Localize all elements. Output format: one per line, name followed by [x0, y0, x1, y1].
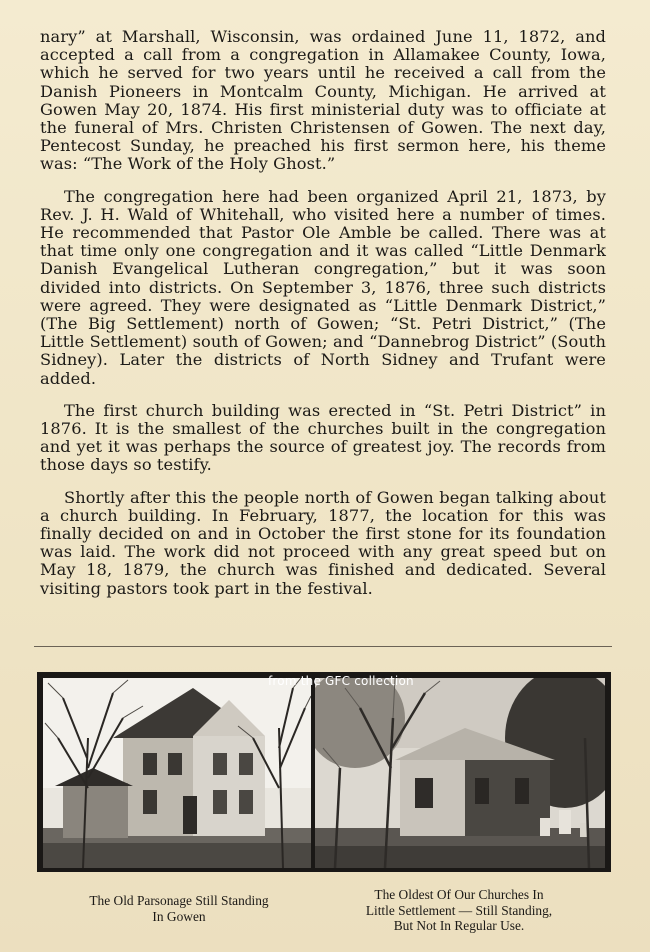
caption-left-line-1: The Old Parsonage Still Standing	[89, 893, 269, 908]
photo-frame	[37, 672, 611, 872]
photo-oldest-church	[315, 678, 605, 868]
paragraph-3: The first church building was erected in “St. Petri District” in 1876. It is the smallest of the churches built in the congregation and yet it was perhaps the source of greatest joy. The records from those days so testify.	[40, 400, 606, 475]
caption-left-line-2: In Gowen	[152, 908, 206, 924]
caption-old-parsonage	[50, 893, 308, 924]
body-text	[40, 28, 606, 612]
collection-watermark: from the GFC collection	[268, 674, 414, 688]
horizontal-divider	[34, 646, 612, 647]
paragraph-1: nary” at Marshall, Wisconsin, was ordained June 11, 1872, and accepted a call from a congregation in Allamakee County, Iowa, which he served for two years until he received a call from the Danish Pioneers in Montcalm County, Michigan. He arrived at Gowen May 20, 1874. His first ministerial duty was to officiate at the funeral of Mrs. Christen Christensen of Gowen. The next day, Pentecost Sunday, he preached his first sermon here, his theme was: “The Work of the Holy Ghost.”	[40, 27, 606, 174]
photo-old-parsonage	[43, 678, 311, 868]
caption-oldest-church	[318, 887, 600, 934]
caption-right-line-3: But Not In Regular Use.	[393, 918, 525, 933]
caption-right-line-1: The Oldest Of Our Churches In	[374, 887, 544, 902]
paragraph-2: The congregation here had been organized April 21, 1873, by Rev. J. H. Wald of Whitehall, who visited here a number of times. He recommended that Pastor Ole Amble be called. There was at that time only one congregation and it was called “Little Denmark Danish Evangelical Lutheran congregation,” but it was soon divided into districts. On September 3, 1876, three such districts were agreed. They were designated as “Little Denmark District,” (The Big Settlement) north of Gowen; “St. Petri District,” (The Little Settlement) south of Gowen; and “Dannebrog District” (South Sidney). Later the districts of North Sidney and Trufant were added.	[40, 186, 606, 388]
caption-right-line-2: Little Settlement — Still Standing,	[365, 902, 553, 918]
paragraph-4: Shortly after this the people north of Gowen began talking about a church building. In February, 1877, the location for this was finally decided on and in October the first stone for its foundation was laid. The work did not proceed with any great speed but on May 18, 1879, the church was finished and dedicated. Several visiting pastors took part in the festival.	[40, 487, 606, 598]
